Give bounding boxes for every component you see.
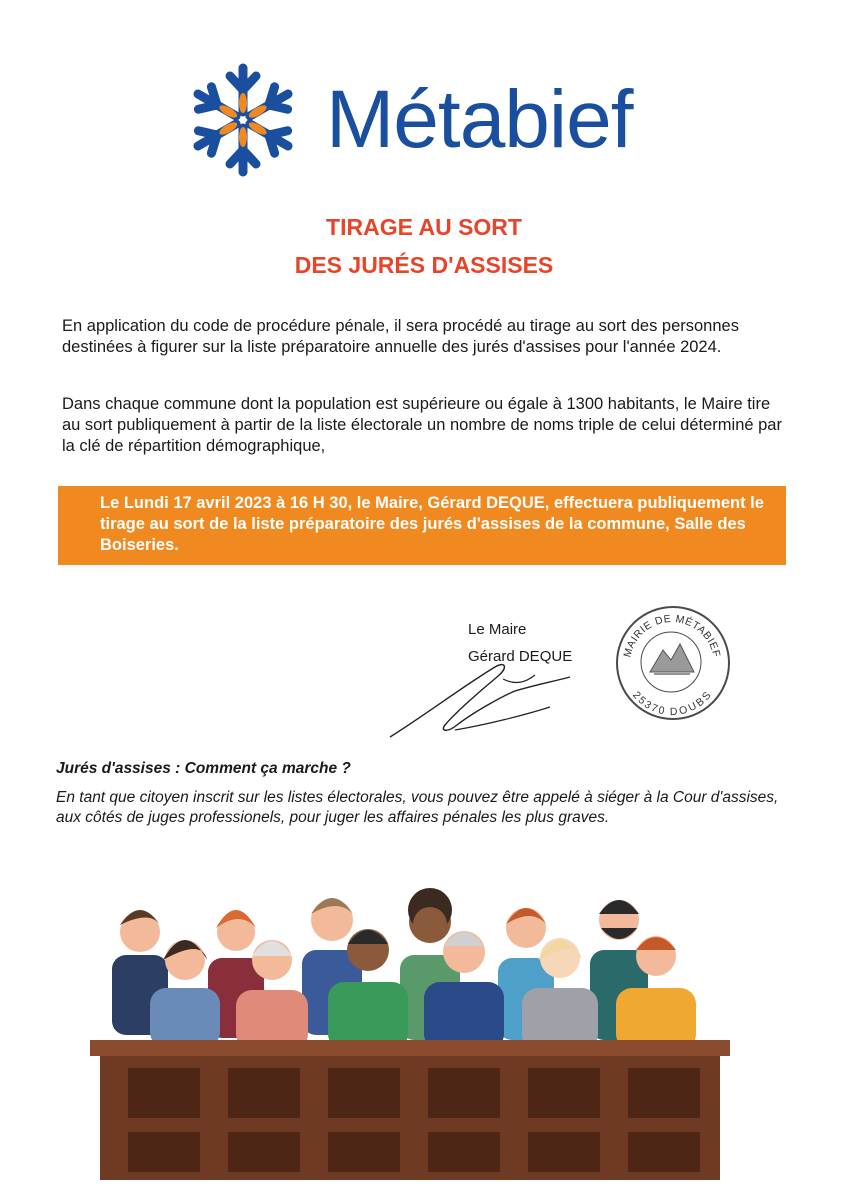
logo-text: Métabief	[326, 74, 633, 165]
announcement-banner	[58, 486, 786, 565]
title-line-1: TIRAGE AU SORT	[326, 214, 522, 240]
svg-text:25370 DOUBS	[630, 689, 714, 718]
svg-text:MAIRIE DE MÉTABIEF	[622, 613, 723, 659]
handwritten-signature	[385, 655, 580, 745]
seal-top-text: MAIRIE DE MÉTABIEF	[621, 612, 723, 659]
announcement-text: Le Lundi 17 avril 2023 à 16 H 30, le Maire, Gérard DEQUE, effectuera publiquement le tirage au sort de la liste préparatoire des jurés d'assises de la commune, Salle des Boiseries.	[100, 494, 764, 554]
info-body: En tant que citoyen inscrit sur les listes électorales, vous pouvez être appelé à siéger à la Cour d'assises, aux côtés de juges professionels, pour juger les affaires pénales les plus graves.	[56, 789, 779, 826]
jury-illustration-icon	[90, 880, 730, 1180]
seal-bottom-text: 25370 DOUBS	[630, 689, 714, 719]
seal-emblem-icon	[608, 602, 736, 722]
signatory-title: Le Maire	[468, 621, 527, 638]
info-heading: Jurés d'assises : Comment ça marche ?	[56, 760, 351, 777]
signatory-name: Gérard DEQUE	[468, 648, 573, 665]
title-line-2: DES JURÉS D'ASSISES	[294, 252, 554, 278]
page-title	[0, 208, 848, 284]
jury-box	[90, 1040, 730, 1180]
town-hall-seal	[608, 602, 736, 722]
snowflake-icon	[186, 60, 301, 180]
paragraph-procedure: En application du code de procédure pénale, il sera procédé au tirage au sort des personnes destinées à figurer sur la liste préparatoire annuelle des jurés d'assises pour l'année 2024.	[62, 317, 739, 356]
metabief-logo	[186, 60, 676, 185]
paragraph-population: Dans chaque commune dont la population est supérieure ou égale à 1300 habitants, le Maire tire au sort publiquement à partir de la liste électorale un nombre de noms triple de celui déterminé par la clé de répartition démographique,	[62, 395, 782, 455]
